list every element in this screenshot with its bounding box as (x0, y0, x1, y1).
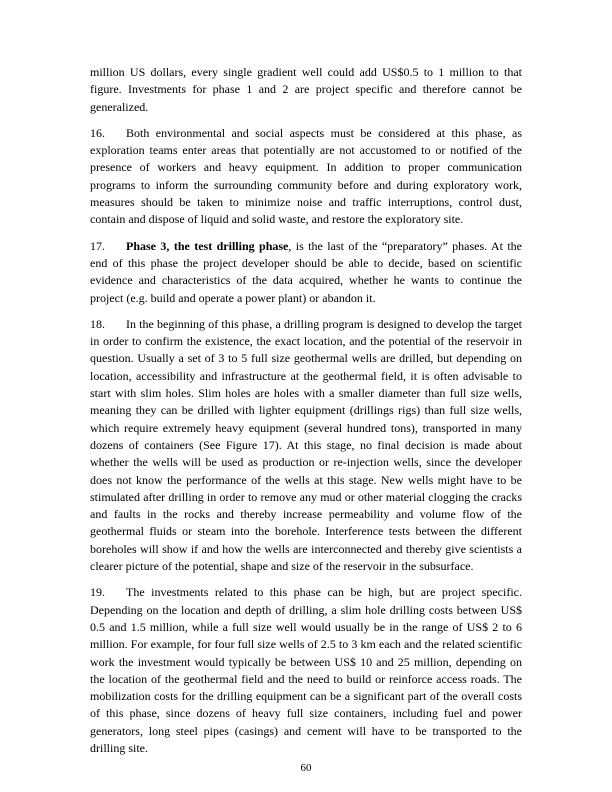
paragraph-number: 19. (90, 585, 105, 600)
text-run: , is the last of the “preparatory” phases. At the end of this phase the project developer should be able to decide, based on scientific evidence and characteristics of the data acquired, whether he wants to continue the project (e.g. build and operate a power plant) or abandon it. (90, 238, 522, 305)
paragraph (90, 64, 522, 116)
paragraph-number: 18. (90, 316, 105, 331)
paragraph (90, 316, 522, 575)
paragraph (90, 584, 522, 757)
page-body (90, 64, 522, 757)
paragraph-number: 17. (90, 238, 105, 253)
paragraph (90, 125, 522, 229)
text-run: Both environmental and social aspects must be considered at this phase, as exploration teams enter areas that potentially are not accustomed to or notified of the presence of workers and heavy equipment. In addition to proper communication programs to inform the surrounding community before and during exploratory work, measures should be taken to minimize noise and traffic interruptions, control dust, contain and dispose of liquid and solid waste, and restore the exploratory site. (90, 125, 522, 227)
page-number: 60 (300, 762, 312, 774)
paragraph-number: 16. (90, 125, 105, 140)
paragraph (90, 238, 522, 307)
text-run: In the beginning of this phase, a drilling program is designed to develop the target in order to confirm the existence, the exact location, and the potential of the reservoir in question. Usually a set of 3 to 5 full size geothermal wells are drilled, but depending on location, accessibility and infrastructure at the geothermal field, it is often advisable to start with slim holes. Slim holes are holes with a smaller diameter than full size wells, meaning they can be drilled with lighter equipment (drillings rigs) than full size wells, which require extremely heavy equipment (several hundred tons), transported in many dozens of containers (See Figure 17). At this stage, no final decision is made about whether the wells will be used as production or re-injection wells, since the developer does not know the performance of the wells at this stage. New wells might have to be stimulated after drilling in order to remove any mud or other material clogging the cracks and faults in the rocks and thereby increase permeability and volume flow of the geothermal fluids or steam into the borehole. Interference tests between the different boreholes will show if and how the wells are interconnected and thereby give scientists a clearer picture of the potential, shape and size of the reservoir in the subsurface. (90, 316, 522, 574)
text-run: million US dollars, every single gradient well could add US$0.5 to 1 million to that figure. Investments for phase 1 and 2 are project specific and therefore cannot be generalized. (90, 65, 522, 114)
text-run: The investments related to this phase can be high, but are project specific. Depending on the location and depth of drilling, a slim hole drilling costs between US$ 0.5 and 1.5 million, while a full size well would usually be in the range of US$ 2 to 6 million. For example, for four full size wells of 2.5 to 3 km each and the related scientific work the investment would typically be between US$ 10 and 25 million, depending on the location of the geothermal field and the need to build or reinforce access roads. The mobilization costs for the drilling equipment can be a significant part of the overall costs of this phase, since dozens of heavy full size containers, including fuel and power generators, long steel pipes (casings) and cement will have to be transported to the drilling site. (90, 585, 522, 755)
text-run: Phase 3, the test drilling phase (126, 238, 289, 253)
